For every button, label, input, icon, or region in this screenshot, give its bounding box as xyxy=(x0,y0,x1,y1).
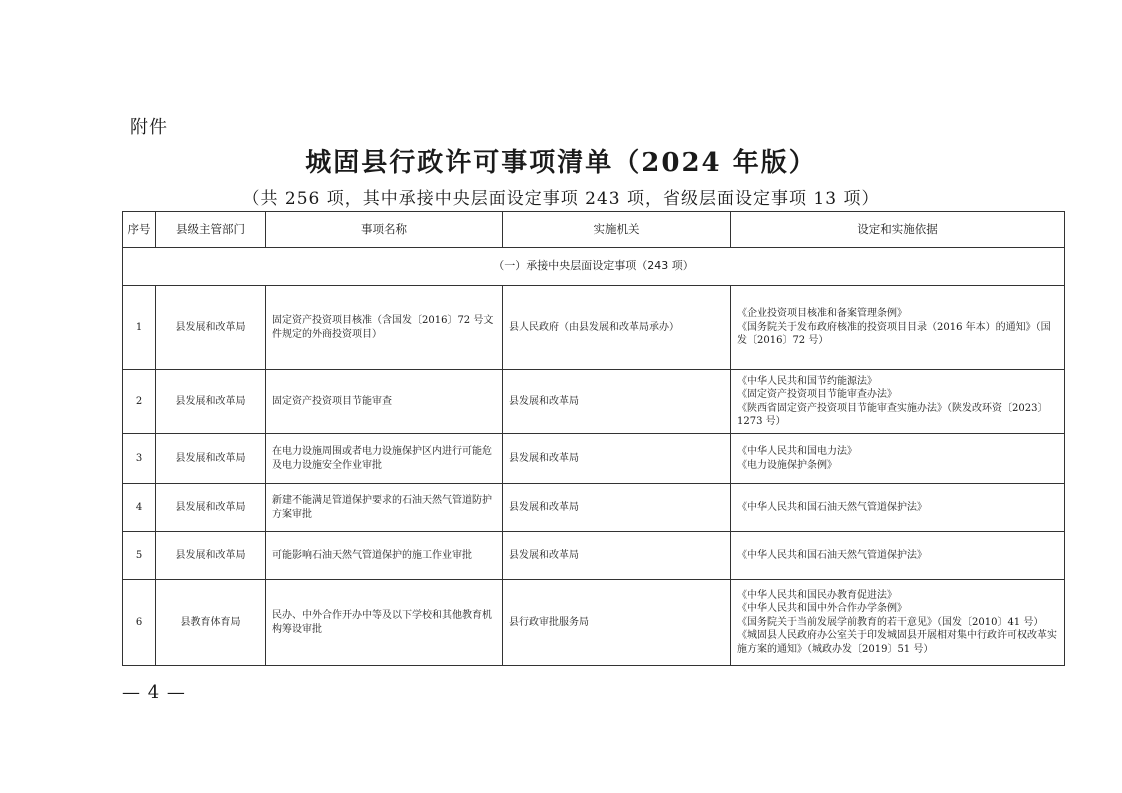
table-row xyxy=(123,434,1065,484)
basis-line: 《企业投资项目核准和备案管理条例》 xyxy=(737,308,907,320)
cell-agency: 县发展和改革局 xyxy=(503,532,731,580)
header-basis: 设定和实施依据 xyxy=(731,212,1065,248)
cell-seq: 5 xyxy=(123,532,156,580)
header-agency: 实施机关 xyxy=(503,212,731,248)
basis-line: 《固定资产投资项目节能审查办法》 xyxy=(737,389,897,400)
basis-line: 《陕西省固定资产投资项目节能审查实施办法》（陕发改环资〔2023〕1273 号） xyxy=(737,402,1048,427)
basis-line: 《中华人民共和国石油天然气管道保护法》 xyxy=(737,501,927,513)
cell-item: 固定资产投资项目核准（含国发〔2016〕72 号文件规定的外商投资项目） xyxy=(266,286,503,370)
basis-line: 《中华人民共和国节约能源法》 xyxy=(737,375,877,387)
basis-line: 《中华人民共和国民办教育促进法》 xyxy=(737,589,897,601)
basis-line: 《国务院关于当前发展学前教育的若干意见》（国发〔2010〕41 号） xyxy=(737,616,1044,628)
attachment-label: 附件 xyxy=(130,117,168,138)
cell-item: 民办、中外合作开办中等及以下学校和其他教育机构筹设审批 xyxy=(266,580,503,666)
cell-agency: 县人民政府（由县发展和改革局承办） xyxy=(503,286,731,370)
cell-item: 在电力设施周围或者电力设施保护区内进行可能危及电力设施安全作业审批 xyxy=(266,434,503,484)
cell-basis xyxy=(731,532,1065,580)
cell-item: 可能影响石油天然气管道保护的施工作业审批 xyxy=(266,532,503,580)
basis-line: 《中华人民共和国石油天然气管道保护法》 xyxy=(737,549,927,561)
header-item: 事项名称 xyxy=(266,212,503,248)
table-row xyxy=(123,286,1065,370)
cell-department: 县发展和改革局 xyxy=(156,434,266,484)
cell-agency: 县行政审批服务局 xyxy=(503,580,731,666)
basis-line: 《国务院关于发布政府核准的投资项目目录（2016 年本）的通知》（国发〔2016〕72 号） xyxy=(737,321,1051,347)
page-subtitle: （共 256 项，其中承接中央层面设定事项 243 项，省级层面设定事项 13 项） xyxy=(242,189,880,209)
permit-list-table xyxy=(122,211,1065,666)
table-row xyxy=(123,370,1065,434)
cell-seq: 3 xyxy=(123,434,156,484)
basis-line: 《城固县人民政府办公室关于印发城固县开展相对集中行政许可权改革实施方案的通知》（城政办发〔2019〕51 号） xyxy=(737,630,1057,655)
cell-department: 县发展和改革局 xyxy=(156,484,266,532)
cell-seq: 2 xyxy=(123,370,156,434)
cell-basis xyxy=(731,580,1065,666)
cell-agency: 县发展和改革局 xyxy=(503,484,731,532)
cell-basis xyxy=(731,286,1065,370)
table-header-row xyxy=(123,212,1065,248)
cell-basis xyxy=(731,484,1065,532)
section-row xyxy=(123,248,1065,286)
cell-item: 新建不能满足管道保护要求的石油天然气管道防护方案审批 xyxy=(266,484,503,532)
cell-seq: 4 xyxy=(123,484,156,532)
cell-seq: 6 xyxy=(123,580,156,666)
table-row xyxy=(123,532,1065,580)
cell-basis xyxy=(731,434,1065,484)
basis-line: 《中华人民共和国电力法》 xyxy=(737,446,857,457)
section-title: （一）承接中央层面设定事项（243 项） xyxy=(123,248,1065,286)
cell-item: 固定资产投资项目节能审查 xyxy=(266,370,503,434)
page-number: — 4 — xyxy=(122,682,186,703)
cell-agency: 县发展和改革局 xyxy=(503,434,731,484)
page-title: 城固县行政许可事项清单（2024 年版） xyxy=(305,148,817,178)
basis-line: 《中华人民共和国中外合作办学条例》 xyxy=(737,603,907,615)
cell-basis xyxy=(731,370,1065,434)
cell-department: 县发展和改革局 xyxy=(156,370,266,434)
table-row xyxy=(123,484,1065,532)
cell-department: 县教育体育局 xyxy=(156,580,266,666)
cell-seq: 1 xyxy=(123,286,156,370)
basis-line: 《电力设施保护条例》 xyxy=(737,459,837,471)
header-seq: 序号 xyxy=(123,212,156,248)
header-department: 县级主管部门 xyxy=(156,212,266,248)
cell-department: 县发展和改革局 xyxy=(156,532,266,580)
cell-department: 县发展和改革局 xyxy=(156,286,266,370)
cell-agency: 县发展和改革局 xyxy=(503,370,731,434)
table-row xyxy=(123,580,1065,666)
